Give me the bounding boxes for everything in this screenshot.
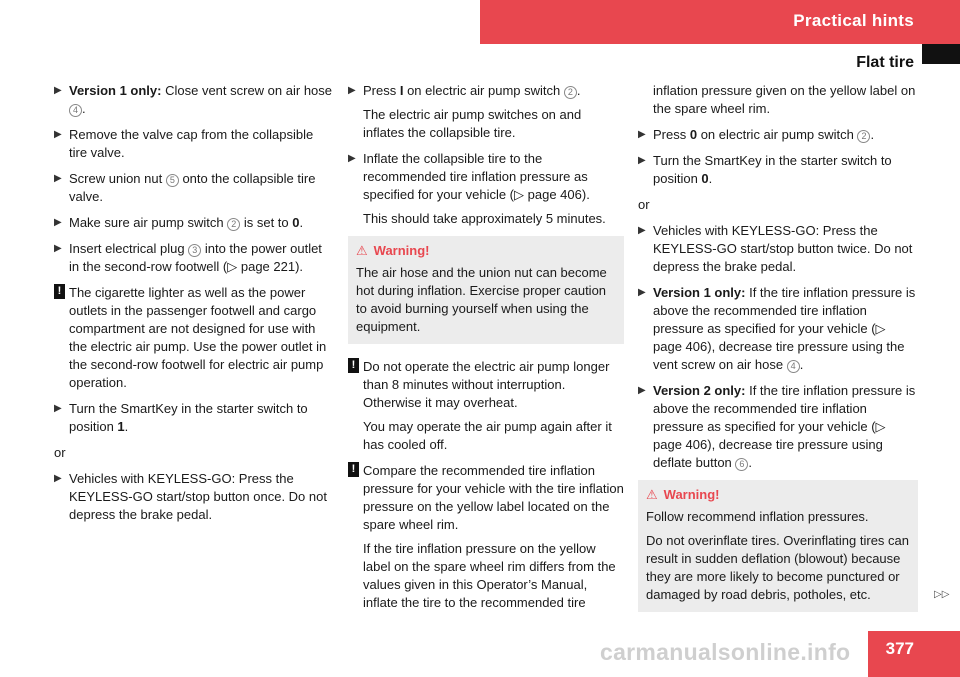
or-separator: or xyxy=(54,445,66,460)
section-title: Practical hints xyxy=(793,11,914,30)
bullet-arrow-icon: ▶ xyxy=(54,473,62,484)
caution-icon: ! xyxy=(54,284,65,299)
step-press-pump-on: ▶ Press I on electric air pump switch 2 . The electric air pump switches on and inflates the collapsible tire. xyxy=(348,83,582,140)
step-turn-smartkey-off: ▶ Turn the SmartKey in the starter switch to position 0. xyxy=(638,153,892,186)
warning-triangle-icon: ⚠ xyxy=(646,487,658,502)
bullet-arrow-icon: ▶ xyxy=(638,287,646,298)
callout-number: 2 xyxy=(857,130,870,143)
bullet-arrow-icon: ▶ xyxy=(54,243,62,254)
step-remove-valve-cap: ▶ Remove the valve cap from the collapsible tire valve. xyxy=(54,127,314,160)
column-3 xyxy=(638,82,918,626)
bullet-arrow-icon: ▶ xyxy=(54,173,62,184)
step-version2-deflate: ▶ Version 2 only: If the tire inflation pressure is above the recommended tire inflation pressure as specified for your vehicle (▷ page 406), decrease tire pressure using deflate button 6 . xyxy=(638,383,916,470)
page-reference-link[interactable]: ▷ page 406 xyxy=(653,321,886,354)
warning-box-overinflate: ⚠ Warning! Follow recommend inflation pressures. Do not overinflate tires. Overinflating tires can result in sudden deflation (blowout) because they are more likely to become punctured or damaged by road debris, potholes, etc. xyxy=(638,480,918,612)
page-subtitle: Flat tire xyxy=(856,54,914,71)
callout-number: 3 xyxy=(188,244,201,257)
page-number-box xyxy=(868,631,960,677)
bullet-arrow-icon: ▶ xyxy=(638,129,646,140)
page-number: 377 xyxy=(885,639,914,658)
step-check-pump-switch: ▶ Make sure air pump switch 2 is set to 0. xyxy=(54,215,304,230)
note-compare-pressure: ! Compare the recommended tire inflation pressure for your vehicle with the tire inflation pressure on the yellow label located on the spare wheel rim. If the tire inflation pressure on the yellow label on the spare wheel rim differs from the values given in this Operator’s Manual, inflate the tire to the recommended tire xyxy=(348,462,624,612)
step-turn-smartkey: ▶ Turn the SmartKey in the starter switch to position 1. xyxy=(54,401,308,434)
callout-number: 4 xyxy=(787,360,800,373)
bullet-arrow-icon: ▶ xyxy=(638,155,646,166)
or-separator: or xyxy=(638,197,650,212)
bullet-arrow-icon: ▶ xyxy=(54,217,62,228)
bullet-arrow-icon: ▶ xyxy=(348,85,356,96)
step-inflate-tire: ▶ Inflate the collapsible tire to the recommended tire inflation pressure as specified for your vehicle (▷ page 406). This should take approximately 5 minutes. xyxy=(348,151,606,226)
page-reference-link[interactable]: ▷ page 406 xyxy=(514,187,582,202)
bullet-arrow-icon: ▶ xyxy=(54,403,62,414)
warning-triangle-icon: ⚠ xyxy=(356,243,368,258)
step-version1-deflate: ▶ Version 1 only: If the tire inflation pressure is above the recommended tire inflation pressure as specified for your vehicle (▷ page 406), decrease tire pressure using the vent screw on air hose 4 . xyxy=(638,285,916,372)
bullet-arrow-icon: ▶ xyxy=(54,85,62,96)
step-press-pump-off: ▶ Press 0 on electric air pump switch 2 . xyxy=(638,127,875,142)
bullet-arrow-icon: ▶ xyxy=(348,153,356,164)
note-power-outlet: ! The cigarette lighter as well as the power outlets in the passenger footwell and cargo compartment are not designed for use with the electric air pump. Use the power outlet in the second-row footwell for electric air pump operation. xyxy=(54,284,332,392)
step-keyless-go-once: ▶ Vehicles with KEYLESS-GO: Press the KEYLESS-GO start/stop button once. Do not depress the brake pedal. xyxy=(54,471,327,522)
continued-text: inflation pressure given on the yellow label on the spare wheel rim. xyxy=(653,83,916,116)
step-insert-plug: ▶ Insert electrical plug 3 into the power outlet in the second-row footwell (▷ page 221). xyxy=(54,241,322,274)
continued-arrow-icon: ▷▷ xyxy=(934,589,950,600)
callout-number: 4 xyxy=(69,104,82,117)
step-close-vent-screw: ▶ Version 1 only: Close vent screw on air hose 4 . xyxy=(54,83,333,116)
bullet-arrow-icon: ▶ xyxy=(638,225,646,236)
bullet-arrow-icon: ▶ xyxy=(54,129,62,140)
note-pump-duration: ! Do not operate the electric air pump longer than 8 minutes without interruption. Otherwise it may overheat. You may operate the air pump again after it has cooled off. xyxy=(348,358,624,454)
page-reference-link[interactable]: ▷ page 221 xyxy=(227,259,296,274)
column-1 xyxy=(54,82,332,532)
callout-number: 5 xyxy=(166,174,179,187)
callout-number: 2 xyxy=(564,86,577,99)
step-screw-union-nut: ▶ Screw union nut 5 onto the collapsible tire valve. xyxy=(54,171,316,204)
caution-icon: ! xyxy=(348,358,359,373)
page-reference-link[interactable]: ▷ page 406 xyxy=(653,419,886,452)
warning-box-hot-hose: ⚠ Warning! The air hose and the union nut can become hot during inflation. Exercise proper caution to avoid burning yourself when using the equipment. xyxy=(348,236,624,344)
column-2 xyxy=(348,82,624,620)
step-keyless-go-twice: ▶ Vehicles with KEYLESS-GO: Press the KEYLESS-GO start/stop button twice. Do not depress the brake pedal. xyxy=(638,223,913,274)
callout-number: 2 xyxy=(227,218,240,231)
watermark: carmanualsonline.info xyxy=(600,639,851,665)
bullet-arrow-icon: ▶ xyxy=(638,385,646,396)
callout-number: 6 xyxy=(735,458,748,471)
header-tab-marker xyxy=(922,44,960,64)
caution-icon: ! xyxy=(348,462,359,477)
